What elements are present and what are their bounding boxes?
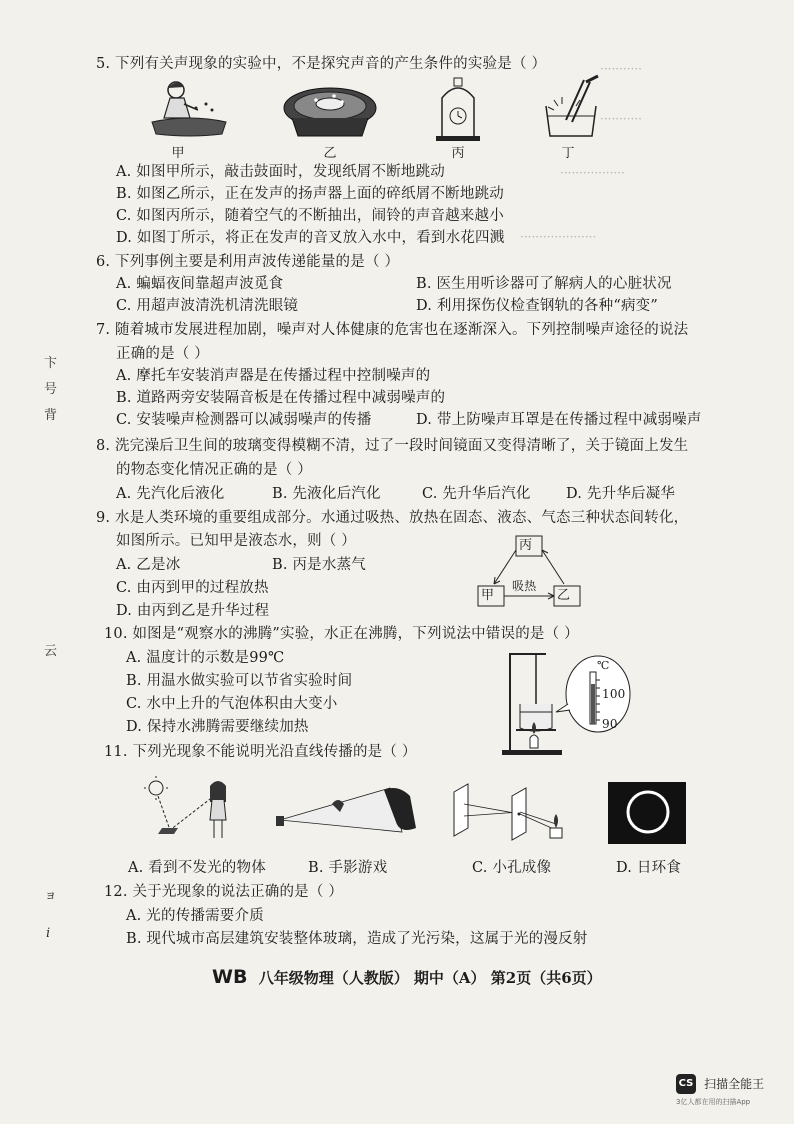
bleed-through: ················· [560,166,625,180]
scanner-watermark [676,1073,765,1106]
question-8-option-c: C. 先升华后汽化 [422,486,531,502]
question-8-option-d: D. 先升华后凝华 [566,486,676,502]
question-12-option-b: B. 现代城市高层建筑安装整体玻璃，造成了光污染，这属于光的漫反射 [126,931,588,947]
question-9-option-d: D. 由丙到乙是升华过程 [116,603,270,619]
question-6-stem: 6. 下列事例主要是利用声波传递能量的是（ ） [96,254,400,270]
watermark-subtitle: 3亿人都在用的扫描App [676,1098,751,1106]
margin-mark: 卞 [44,356,58,371]
question-9-option-a: A. 乙是冰 [116,557,181,573]
bleed-through: ··········· [600,112,642,126]
bleed-through: ···················· [520,230,597,244]
figure-5-bing-bell-jar [436,76,480,142]
question-7-option-b: B. 道路两旁安装隔音板是在传播过程中减弱噪声的 [116,390,446,406]
diagram-arrow-label: 吸热 [512,579,537,593]
question-5-option-c: C. 如图丙所示，随着空气的不断抽出，闹铃的声音越来越小 [116,208,504,224]
figure-5-ding-tuning-fork [536,76,608,138]
question-9-stem: 9. 水是人类环境的重要组成部分。水通过吸热、放热在固态、液态、气态三种状态间转化， [96,510,689,526]
margin-mark: ョ [44,888,58,903]
figure-caption: 甲 [171,146,185,161]
question-9-option-b: B. 丙是水蒸气 [272,557,366,573]
figure-5-yi-speaker [282,82,378,140]
question-10-stem: 10. 如图是“观察水的沸腾”实验，水正在沸腾，下列说法中错误的是（ ） [104,626,579,642]
camscanner-logo-icon: CS [676,1074,696,1094]
question-12-stem: 12. 关于光现象的说法正确的是（ ） [104,884,344,900]
question-10-option-a: A. 温度计的示数是99℃ [126,650,285,666]
page-footer [212,966,602,988]
question-11-option-b: B. 手影游戏 [308,860,388,876]
question-10-option-d: D. 保持水沸腾需要继续加热 [126,719,309,735]
question-11-option-c: C. 小孔成像 [472,860,552,876]
question-6-option-a: A. 蝙蝠夜间靠超声波觅食 [116,276,284,292]
bleed-through: ··········· [600,62,642,76]
figure-11-b-hand-shadow [270,782,418,842]
thermometer-label-90: 90 [602,717,618,731]
margin-mark: 云 [44,644,58,659]
question-8-option-a: A. 先汽化后液化 [116,486,225,502]
figure-11-c-pinhole [450,784,574,842]
diagram-node-yi: 乙 [557,588,571,603]
question-11-stem: 11. 下列光现象不能说明光沿直线传播的是（ ） [104,744,417,760]
question-6-option-b: B. 医生用听诊器可了解病人的心脏状况 [416,276,672,292]
question-5-stem: 5. 下列有关声现象的实验中，不是探究声音的产生条件的实验是（ ） [96,56,547,72]
question-8-stem-cont: 的物态变化情况正确的是（ ） [116,462,312,478]
question-6-option-c: C. 用超声波清洗机清洗眼镜 [116,298,299,314]
question-7-option-a: A. 摩托车安装消声器是在传播过程中控制噪声的 [116,368,431,384]
footer-logo: WB [212,966,248,988]
diagram-node-jia: 甲 [481,588,495,603]
thermometer-label-100: 100 [602,687,626,701]
question-11-option-d: D. 日环食 [616,860,682,876]
question-7-option-d: D. 带上防噪声耳罩是在传播过程中减弱噪声 [416,412,702,428]
question-6-option-d: D. 利用探伤仪检查钢轨的各种“病变” [416,298,658,314]
question-7-stem: 7. 随着城市发展进程加剧，噪声对人体健康的危害也在逐渐深入。下列控制噪声途径的说法 [96,322,689,338]
question-9-stem-cont: 如图所示。已知甲是液态水，则（ ） [116,533,357,549]
question-5-option-b: B. 如图乙所示，正在发声的扬声器上面的碎纸屑不断地跳动 [116,186,504,202]
figure-caption: 乙 [323,146,337,161]
figure-11-d-annular-eclipse [608,782,686,844]
question-9-option-c: C. 由丙到甲的过程放热 [116,580,269,596]
figure-11-a-girl-sun [144,776,240,846]
question-12-option-a: A. 光的传播需要介质 [126,908,264,924]
thermometer-unit: ℃ [597,659,610,672]
question-5-option-a: A. 如图甲所示，敲击鼓面时，发现纸屑不断地跳动 [116,164,445,180]
question-8-stem: 8. 洗完澡后卫生间的玻璃变得模糊不清，过了一段时间镜面又变得清晰了，关于镜面上发生 [96,438,689,454]
watermark-name: 扫描全能王 [704,1077,765,1091]
margin-mark: i [46,926,51,941]
question-10-option-c: C. 水中上升的气泡体积由大变小 [126,696,338,712]
question-8-option-b: B. 先液化后汽化 [272,486,381,502]
question-10-option-b: B. 用温水做实验可以节省实验时间 [126,673,353,689]
footer-text: 八年级物理（人教版） 期中（A） 第2页（共6页） [258,969,602,987]
question-7-option-c: C. 安装噪声检测器可以减弱噪声的传播 [116,412,372,428]
diagram-node-bing: 丙 [519,538,533,553]
question-11-option-a: A. 看到不发光的物体 [128,860,266,876]
margin-mark: 背 [44,408,58,423]
figure-caption: 丁 [561,146,575,161]
margin-mark: 号 [44,382,58,397]
question-5-option-d: D. 如图丁所示，将正在发声的音叉放入水中，看到水花四溅 [116,230,505,246]
question-7-stem-cont: 正确的是（ ） [116,346,210,362]
figure-5-jia-drum [150,78,230,140]
figure-caption: 丙 [451,146,465,161]
